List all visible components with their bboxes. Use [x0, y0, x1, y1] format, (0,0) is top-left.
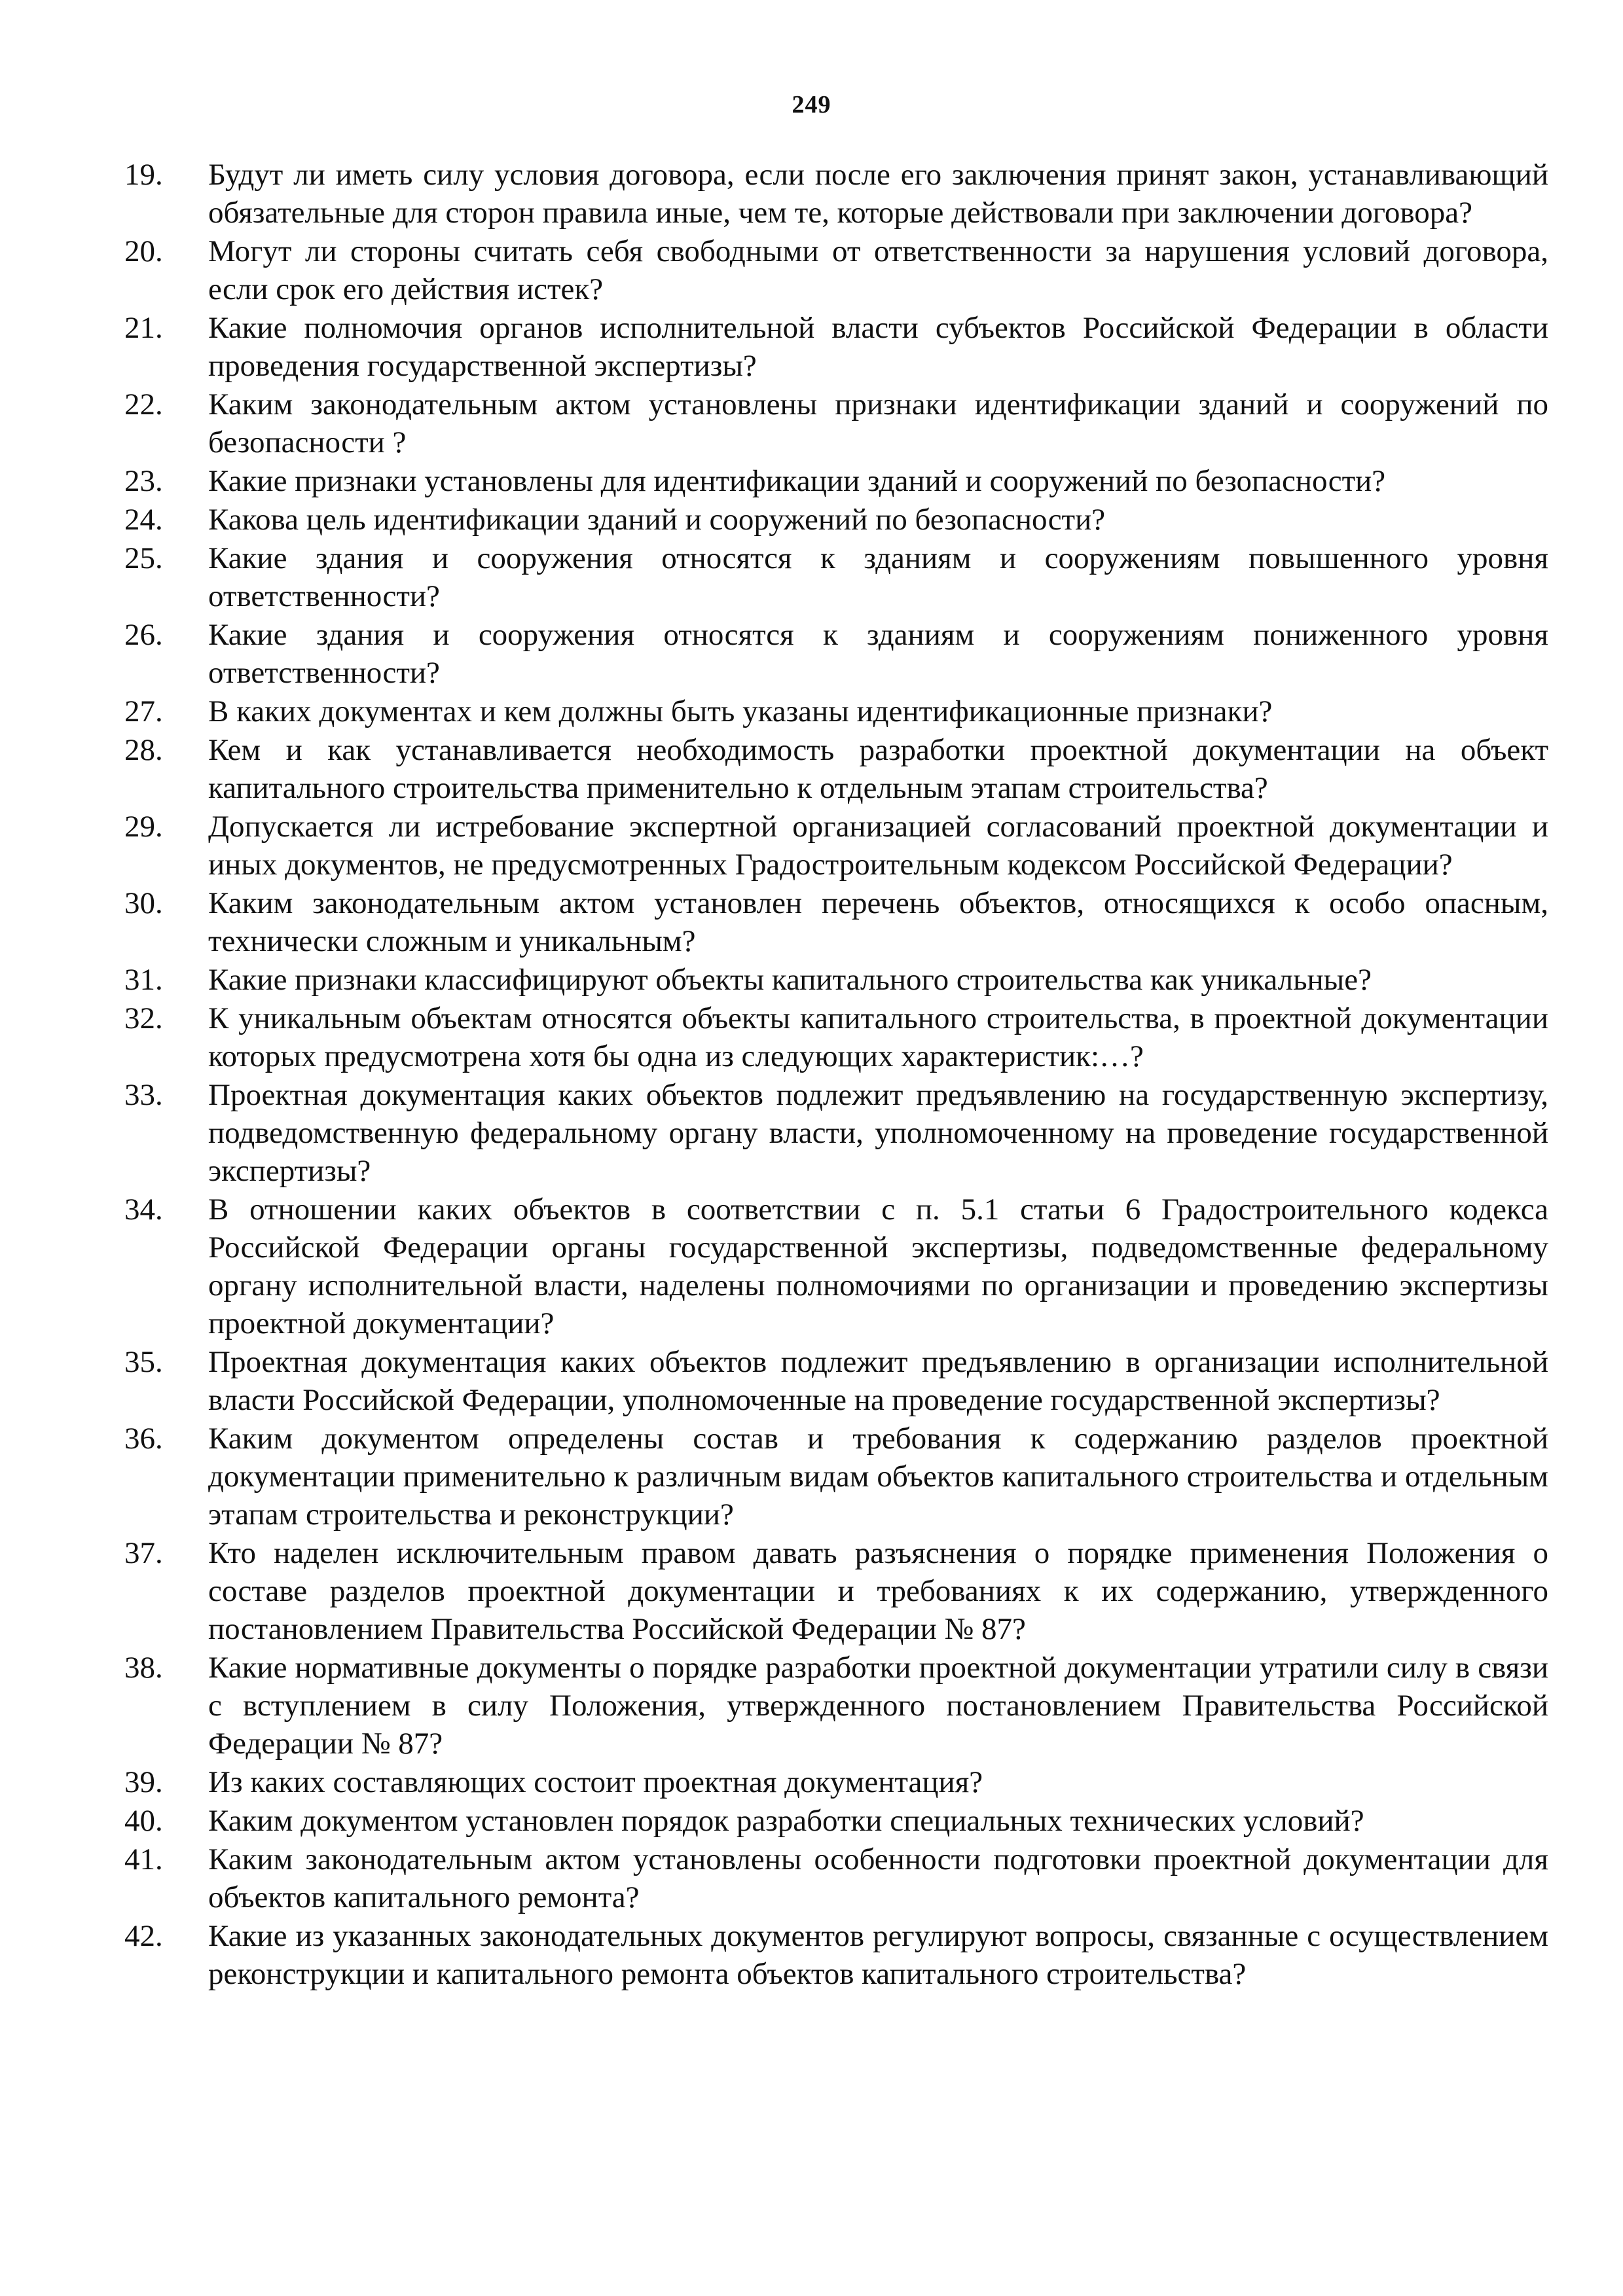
- question-item: [124, 961, 1548, 999]
- question-number: 26.: [124, 618, 163, 652]
- question-text: Могут ли стороны считать себя свободными от ответственности за нарушения условий договора, если срок его действия истек?: [208, 234, 1548, 306]
- question-number: 24.: [124, 503, 163, 537]
- question-text: Каким законодательным актом установлен перечень объектов, относящихся к особо опасным, технически сложным и уникальным?: [208, 886, 1548, 958]
- question-item: [124, 616, 1548, 692]
- question-text: Какие здания и сооружения относятся к зданиям и сооружениям пониженного уровня ответственности?: [208, 618, 1548, 690]
- page-number: 249: [792, 91, 831, 118]
- question-number: 20.: [124, 234, 163, 268]
- question-number: 19.: [124, 158, 163, 192]
- question-number: 31.: [124, 963, 163, 997]
- question-text: Какие нормативные документы о порядке разработки проектной документации утратили силу в связи с вступлением в силу Положения, утвержденного постановлением Правительства Российской Федерации № 87?: [208, 1651, 1548, 1761]
- question-item: [124, 386, 1548, 461]
- question-text: Каким законодательным актом установлены особенности подготовки проектной документации для объектов капитального ремонта?: [208, 1842, 1548, 1914]
- question-number: 33.: [124, 1078, 163, 1112]
- question-number: 32.: [124, 1001, 163, 1035]
- question-item: [124, 1343, 1548, 1419]
- question-number: 34.: [124, 1193, 163, 1227]
- question-number: 23.: [124, 464, 163, 498]
- question-item: [124, 1420, 1548, 1534]
- question-number: 28.: [124, 733, 163, 767]
- question-text: В каких документах и кем должны быть указаны идентификационные признаки?: [208, 694, 1273, 728]
- question-number: 41.: [124, 1842, 163, 1876]
- question-text: К уникальным объектам относятся объекты капитального строительства, в проектной документации которых предусмотрена хотя бы одна из следующих характеристик:…?: [208, 1001, 1548, 1073]
- question-item: [124, 1649, 1548, 1763]
- question-item: [124, 1763, 1548, 1801]
- question-number: 30.: [124, 886, 163, 920]
- question-number: 40.: [124, 1804, 163, 1838]
- question-number: 22.: [124, 387, 163, 422]
- question-text: Кем и как устанавливается необходимость разработки проектной документации на объект капитального строительства применительно к отдельным этапам строительства?: [208, 733, 1548, 805]
- question-number: 21.: [124, 311, 163, 345]
- question-text: Допускается ли истребование экспертной организацией согласований проектной документации и иных документов, не предусмотренных Градостроительным кодексом Российской Федерации?: [208, 810, 1548, 882]
- question-text: Какие признаки установлены для идентификации зданий и сооружений по безопасности?: [208, 464, 1386, 498]
- question-text: Какова цель идентификации зданий и сооружений по безопасности?: [208, 503, 1106, 537]
- question-text: Из каких составляющих состоит проектная документация?: [208, 1765, 983, 1799]
- question-text: Какие полномочия органов исполнительной власти субъектов Российской Федерации в области проведения государственной экспертизы?: [208, 311, 1548, 383]
- question-item: [124, 1840, 1548, 1916]
- question-text: Будут ли иметь силу условия договора, если после его заключения принят закон, устанавливающий обязательные для сторон правила иные, чем те, которые действовали при заключении договора?: [208, 158, 1548, 230]
- question-text: Каким документом установлен порядок разработки специальных технических условий?: [208, 1804, 1364, 1838]
- question-item: [124, 232, 1548, 308]
- question-item: [124, 501, 1548, 539]
- question-item: [124, 692, 1548, 730]
- question-item: [124, 1534, 1548, 1648]
- question-number: 39.: [124, 1765, 163, 1799]
- question-text: Какие из указанных законодательных документов регулируют вопросы, связанные с осуществлением реконструкции и капитального ремонта объектов капитального строительства?: [208, 1919, 1548, 1991]
- question-item: [124, 999, 1548, 1075]
- question-item: [124, 1802, 1548, 1840]
- question-text: Проектная документация каких объектов подлежит предъявлению на государственную экспертизу, подведомственную федеральному органу власти, уполномоченному на проведение государственной экспертизы?: [208, 1078, 1548, 1188]
- question-item: [124, 156, 1548, 232]
- question-number: 25.: [124, 541, 163, 575]
- question-number: 38.: [124, 1651, 163, 1685]
- question-number: 37.: [124, 1536, 163, 1570]
- question-number: 42.: [124, 1919, 163, 1953]
- question-item: [124, 1191, 1548, 1342]
- question-item: [124, 731, 1548, 807]
- question-number: 35.: [124, 1345, 163, 1379]
- question-text: Каким законодательным актом установлены признаки идентификации зданий и сооружений по безопасности ?: [208, 387, 1548, 459]
- question-item: [124, 808, 1548, 884]
- question-item: [124, 884, 1548, 960]
- question-text: Какие здания и сооружения относятся к зданиям и сооружениям повышенного уровня ответственности?: [208, 541, 1548, 613]
- question-text: В отношении каких объектов в соответствии с п. 5.1 статьи 6 Градостроительного кодекса Российской Федерации органы государственной экспертизы, подведомственные федеральному органу исполнительной власти, наделены полномочиями по организации и проведению экспертизы проектной документации?: [208, 1193, 1548, 1340]
- question-text: Каким документом определены состав и требования к содержанию разделов проектной документации применительно к различным видам объектов капитального строительства и отдельным этапам строительства и реконструкции?: [208, 1422, 1548, 1532]
- question-item: [124, 1076, 1548, 1190]
- question-number: 27.: [124, 694, 163, 728]
- question-list: [124, 156, 1548, 1994]
- question-number: 36.: [124, 1422, 163, 1456]
- question-text: Проектная документация каких объектов подлежит предъявлению в организации исполнительной власти Российской Федерации, уполномоченные на проведение государственной экспертизы?: [208, 1345, 1548, 1417]
- question-item: [124, 309, 1548, 385]
- question-item: [124, 1917, 1548, 1993]
- question-text: Кто наделен исключительным правом давать разъяснения о порядке применения Положения о составе разделов проектной документации и требованиях к их содержанию, утвержденного постановлением Правительства Российской Федерации № 87?: [208, 1536, 1548, 1646]
- question-item: [124, 462, 1548, 500]
- question-number: 29.: [124, 810, 163, 844]
- question-item: [124, 539, 1548, 615]
- question-text: Какие признаки классифицируют объекты капитального строительства как уникальные?: [208, 963, 1372, 997]
